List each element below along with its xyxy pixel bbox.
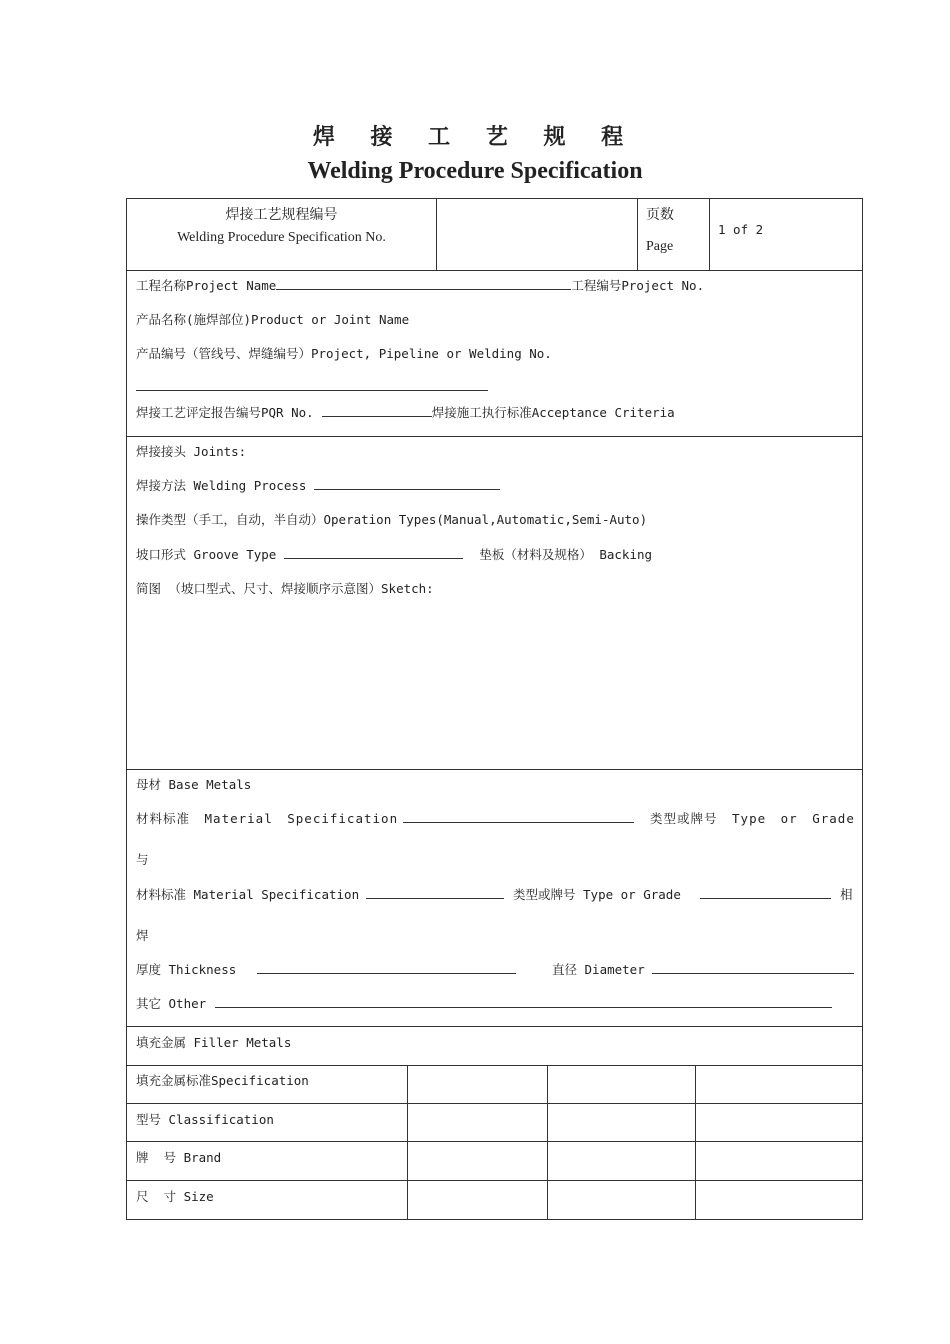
filler-cell[interactable] [696,1104,862,1140]
thickness-label: 厚度 Thickness [136,962,237,977]
page-label-cn: 页数 [646,208,674,223]
welding-process-field[interactable] [314,476,500,490]
pqr-no-label: 焊接工艺评定报告编号PQR No. [136,405,314,420]
filler-row-label: 尺 寸 Size [136,1189,214,1204]
filler-cell[interactable] [548,1142,694,1179]
product-name-label: 产品名称(施焊部位)Product or Joint Name [136,312,410,327]
project-name-line [136,276,704,294]
filler-cell[interactable] [548,1066,694,1102]
diameter-label: 直径 Diameter [552,962,645,977]
filler-cell[interactable] [408,1142,546,1179]
with-label: 与 [136,852,149,867]
filler-row-label: 填充金属标准Specification [136,1073,309,1088]
operation-types-label: 操作类型（手工，自动，半自动）Operation Types(Manual,Automatic,Semi-Auto) [136,512,648,527]
sketch-label: 简图 （坡口型式、尺寸、焊接顺序示意图）Sketch: [136,581,434,596]
diameter-field[interactable] [652,973,854,974]
material-spec-1-label: 材料标准 Material Specification [136,811,399,826]
filler-cell[interactable] [548,1181,694,1219]
page-label-en: Page [646,239,674,254]
acceptance-label: 焊接施工执行标准Acceptance Criteria [431,405,675,420]
project-name-field[interactable] [276,276,571,290]
wps-no-field[interactable] [437,199,636,270]
material-spec-1-field[interactable] [403,822,634,823]
welding-process-line [136,476,500,494]
type-grade-1-label: 类型或牌号 Type or Grade [650,811,855,826]
document-title-cn: 焊 接 工 艺 规 程 [312,125,638,150]
page-value: 1 of 2 [718,222,764,237]
thickness-field[interactable] [257,973,516,974]
other-label: 其它 Other [136,996,207,1011]
filler-cell[interactable] [548,1104,694,1140]
pqr-no-field[interactable] [322,403,432,417]
base-metals-heading: 母材 Base Metals [136,777,252,792]
type-grade-2-label: 类型或牌号 Type or Grade [513,887,681,902]
material-spec-2-field[interactable] [366,898,504,899]
filler-cell[interactable] [696,1142,862,1179]
filler-cell[interactable] [408,1181,546,1219]
sketch-area[interactable] [136,600,856,762]
groove-type-field[interactable] [284,545,463,559]
filler-heading: 填充金属 Filler Metals [136,1035,292,1050]
project-no-label: 工程编号Project No. [571,278,705,293]
filler-cell[interactable] [696,1181,862,1219]
material-spec-2-label: 材料标准 Material Specification [136,887,360,902]
product-no-label: 产品编号（管线号、焊缝编号）Project, Pipeline or Welding No. [136,346,552,361]
type-grade-2-field[interactable] [700,898,831,899]
pqr-line [136,403,675,421]
groove-type-label: 坡口形式 Groove Type [136,547,277,562]
phase-label: 相 [840,887,853,902]
product-no-field[interactable] [136,390,488,391]
filler-row-label: 型号 Classification [136,1112,274,1127]
project-name-label: 工程名称Project Name [136,278,277,293]
filler-cell[interactable] [408,1104,546,1140]
filler-cell[interactable] [696,1066,862,1102]
wps-no-label-cn: 焊接工艺规程编号 [225,208,338,223]
welding-process-label: 焊接方法 Welding Process [136,478,307,493]
backing-label: 垫板（材料及规格） Backing [479,547,653,562]
document-title-en: Welding Procedure Specification [307,158,643,184]
groove-line [136,545,652,563]
other-field[interactable] [215,1007,832,1008]
wps-no-label-en: Welding Procedure Specification No. [177,230,386,245]
filler-row-label: 牌 号 Brand [136,1150,222,1165]
joints-heading: 焊接接头 Joints: [136,444,247,459]
weld-label: 焊 [136,928,149,943]
filler-cell[interactable] [408,1066,546,1102]
